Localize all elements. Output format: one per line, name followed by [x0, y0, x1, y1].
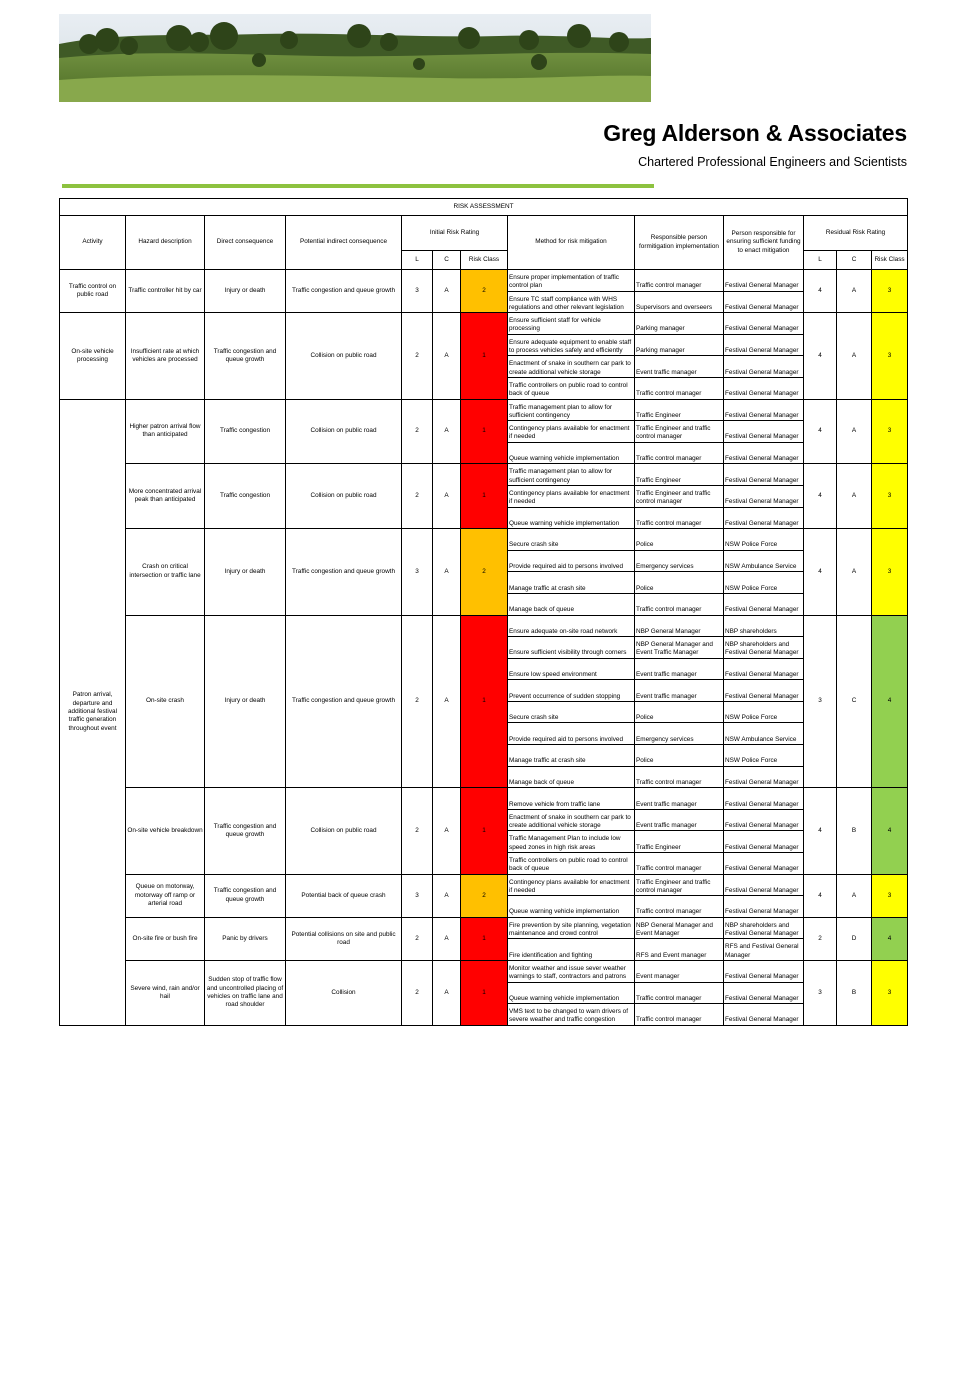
- initial-c-cell: A: [433, 961, 461, 1026]
- funding-person-cell: Festival General Manager: [724, 507, 804, 529]
- mitigation-method-cell: Manage traffic at crash site: [508, 572, 635, 594]
- initial-c-cell: A: [433, 270, 461, 313]
- funding-person-cell: NSW Police Force: [724, 701, 804, 723]
- funding-person-cell: RFS and Festival General Manager: [724, 939, 804, 961]
- responsible-person-cell: Event traffic manager: [635, 658, 724, 680]
- funding-person-cell: Festival General Manager: [724, 313, 804, 335]
- responsible-person-cell: Traffic control manager: [635, 270, 724, 292]
- accent-divider: [62, 184, 654, 188]
- mitigation-method-cell: Queue warning vehicle implementation: [508, 982, 635, 1004]
- col-funding: Person responsible for ensuring sufficient funding to enact mitigation: [724, 216, 804, 270]
- col-activity: Activity: [60, 216, 126, 270]
- residual-c-cell: C: [837, 615, 872, 788]
- residual-c-cell: B: [837, 961, 872, 1026]
- funding-person-cell: NBP shareholders and Festival General Manager: [724, 917, 804, 939]
- initial-risk-class-cell: 1: [461, 961, 508, 1026]
- initial-c-cell: A: [433, 529, 461, 615]
- responsible-person-cell: Police: [635, 745, 724, 767]
- funding-person-cell: Festival General Manager: [724, 809, 804, 831]
- mitigation-method-cell: Secure crash site: [508, 701, 635, 723]
- responsible-person-cell: Traffic Engineer and traffic control manager: [635, 485, 724, 507]
- residual-l-cell: 3: [804, 961, 837, 1026]
- funding-person-cell: Festival General Manager: [724, 766, 804, 788]
- table-title: RISK ASSESSMENT: [60, 199, 908, 216]
- residual-l-cell: 4: [804, 529, 837, 615]
- initial-l-cell: 3: [402, 874, 433, 917]
- residual-c-cell: A: [837, 464, 872, 529]
- responsible-person-cell: Parking manager: [635, 334, 724, 356]
- responsible-person-cell: NBP General Manager and Event Manager: [635, 917, 724, 939]
- company-tagline: Chartered Professional Engineers and Scientists: [638, 155, 907, 169]
- responsible-person-cell: Supervisors and overseers: [635, 291, 724, 313]
- direct-consequence-cell: Traffic congestion and queue growth: [205, 313, 286, 399]
- residual-risk-class-cell: 3: [872, 874, 908, 917]
- mitigation-method-cell: Contingency plans available for enactment if needed: [508, 485, 635, 507]
- initial-risk-class-cell: 2: [461, 874, 508, 917]
- table-row: [60, 961, 908, 983]
- residual-l-cell: 3: [804, 615, 837, 788]
- initial-l-cell: 3: [402, 270, 433, 313]
- initial-risk-class-cell: 1: [461, 464, 508, 529]
- mitigation-method-cell: Secure crash site: [508, 529, 635, 551]
- direct-consequence-cell: Injury or death: [205, 529, 286, 615]
- funding-person-cell: NSW Police Force: [724, 572, 804, 594]
- funding-person-cell: NSW Police Force: [724, 745, 804, 767]
- mitigation-method-cell: Prevent occurrence of sudden stopping: [508, 680, 635, 702]
- indirect-consequence-cell: Collision on public road: [286, 399, 402, 464]
- funding-person-cell: NBP shareholders and Festival General Manager: [724, 637, 804, 659]
- col-method: Method for risk mitigation: [508, 216, 635, 270]
- indirect-consequence-cell: Traffic congestion and queue growth: [286, 529, 402, 615]
- hazard-cell: Traffic controller hit by car: [126, 270, 205, 313]
- mitigation-method-cell: Manage back of queue: [508, 593, 635, 615]
- indirect-consequence-cell: Traffic congestion and queue growth: [286, 270, 402, 313]
- mitigation-method-cell: Manage back of queue: [508, 766, 635, 788]
- residual-risk-class-cell: 4: [872, 615, 908, 788]
- initial-c-cell: A: [433, 788, 461, 874]
- initial-c-cell: A: [433, 917, 461, 960]
- residual-risk-class-cell: 3: [872, 399, 908, 464]
- col-initial-l: L: [402, 251, 433, 270]
- col-residual-class: Risk Class: [872, 251, 908, 270]
- responsible-person-cell: Traffic control manager: [635, 766, 724, 788]
- initial-l-cell: 2: [402, 615, 433, 788]
- responsible-person-cell: Police: [635, 529, 724, 551]
- table-row: [60, 788, 908, 810]
- mitigation-method-cell: Queue warning vehicle implementation: [508, 507, 635, 529]
- initial-risk-class-cell: 2: [461, 270, 508, 313]
- funding-person-cell: Festival General Manager: [724, 442, 804, 464]
- initial-risk-class-cell: 1: [461, 615, 508, 788]
- indirect-consequence-cell: Collision on public road: [286, 313, 402, 399]
- mitigation-method-cell: VMS text to be changed to warn drivers of severe weather and traffic congestion: [508, 1004, 635, 1026]
- mitigation-method-cell: Monitor weather and issue sever weather warnings to staff, contractors and patrons: [508, 961, 635, 983]
- header-landscape-photo: [59, 14, 651, 102]
- risk-table-body: [60, 270, 908, 1026]
- hazard-cell: Crash on critical intersection or traffic lane: [126, 529, 205, 615]
- direct-consequence-cell: Injury or death: [205, 270, 286, 313]
- mitigation-method-cell: Traffic controllers on public road to control back of queue: [508, 853, 635, 875]
- mitigation-method-cell: Traffic controllers on public road to control back of queue: [508, 377, 635, 399]
- funding-person-cell: Festival General Manager: [724, 270, 804, 292]
- residual-l-cell: 4: [804, 313, 837, 399]
- initial-l-cell: 3: [402, 529, 433, 615]
- mitigation-method-cell: Queue warning vehicle implementation: [508, 896, 635, 918]
- hazard-cell: Severe wind, rain and/or hail: [126, 961, 205, 1026]
- mitigation-method-cell: Traffic management plan to allow for sufficient contingency: [508, 399, 635, 421]
- mitigation-method-cell: Enactment of snake in southern car park to create additional vehicle storage: [508, 356, 635, 378]
- responsible-person-cell: Emergency services: [635, 723, 724, 745]
- funding-person-cell: Festival General Manager: [724, 356, 804, 378]
- responsible-person-cell: Event traffic manager: [635, 788, 724, 810]
- mitigation-method-cell: Ensure adequate equipment to enable staff to process vehicles safely and efficiently: [508, 334, 635, 356]
- responsible-person-cell: Traffic control manager: [635, 377, 724, 399]
- col-residual-l: L: [804, 251, 837, 270]
- responsible-person-cell: Traffic Engineer and traffic control manager: [635, 421, 724, 443]
- hazard-cell: On-site fire or bush fire: [126, 917, 205, 960]
- residual-l-cell: 4: [804, 464, 837, 529]
- initial-l-cell: 2: [402, 917, 433, 960]
- residual-risk-class-cell: 3: [872, 529, 908, 615]
- funding-person-cell: Festival General Manager: [724, 853, 804, 875]
- residual-risk-class-cell: 4: [872, 788, 908, 874]
- residual-l-cell: 2: [804, 917, 837, 960]
- direct-consequence-cell: Injury or death: [205, 615, 286, 788]
- residual-risk-class-cell: 3: [872, 464, 908, 529]
- col-hazard: Hazard description: [126, 216, 205, 270]
- col-responsible: Responsible person formitigation implementation: [635, 216, 724, 270]
- mitigation-method-cell: Ensure proper implementation of traffic control plan: [508, 270, 635, 292]
- mitigation-method-cell: Fire identification and fighting: [508, 939, 635, 961]
- initial-l-cell: 2: [402, 788, 433, 874]
- risk-assessment-table: [59, 198, 908, 1026]
- initial-c-cell: A: [433, 399, 461, 464]
- initial-risk-class-cell: 2: [461, 529, 508, 615]
- indirect-consequence-cell: Potential collisions on site and public road: [286, 917, 402, 960]
- responsible-person-cell: NBP General Manager: [635, 615, 724, 637]
- responsible-person-cell: Police: [635, 572, 724, 594]
- direct-consequence-cell: Traffic congestion and queue growth: [205, 788, 286, 874]
- funding-person-cell: Festival General Manager: [724, 874, 804, 896]
- residual-c-cell: A: [837, 270, 872, 313]
- funding-person-cell: Festival General Manager: [724, 334, 804, 356]
- initial-l-cell: 2: [402, 464, 433, 529]
- mitigation-method-cell: Ensure TC staff compliance with WHS regulations and other relevant legislation: [508, 291, 635, 313]
- funding-person-cell: Festival General Manager: [724, 485, 804, 507]
- direct-consequence-cell: Sudden stop of traffic flow and uncontrolled placing of vehicles on traffic lane and road shoulder: [205, 961, 286, 1026]
- responsible-person-cell: Traffic Engineer: [635, 831, 724, 853]
- funding-person-cell: Festival General Manager: [724, 896, 804, 918]
- table-row: [60, 270, 908, 292]
- initial-l-cell: 2: [402, 313, 433, 399]
- funding-person-cell: Festival General Manager: [724, 399, 804, 421]
- hazard-cell: Insufficient rate at which vehicles are processed: [126, 313, 205, 399]
- col-group-residual: Residual Risk Rating: [804, 216, 908, 251]
- funding-person-cell: Festival General Manager: [724, 680, 804, 702]
- residual-risk-class-cell: 4: [872, 917, 908, 960]
- funding-person-cell: Festival General Manager: [724, 1004, 804, 1026]
- mitigation-method-cell: Provide required aid to persons involved: [508, 550, 635, 572]
- direct-consequence-cell: Traffic congestion: [205, 464, 286, 529]
- funding-person-cell: NBP shareholders: [724, 615, 804, 637]
- landscape-image: [59, 14, 651, 102]
- hazard-cell: More concentrated arrival peak than anticipated: [126, 464, 205, 529]
- col-group-initial: Initial Risk Rating: [402, 216, 508, 251]
- residual-c-cell: A: [837, 399, 872, 464]
- residual-c-cell: D: [837, 917, 872, 960]
- indirect-consequence-cell: Traffic congestion and queue growth: [286, 615, 402, 788]
- initial-c-cell: A: [433, 615, 461, 788]
- responsible-person-cell: Traffic control manager: [635, 442, 724, 464]
- responsible-person-cell: RFS and Event manager: [635, 939, 724, 961]
- funding-person-cell: NSW Police Force: [724, 529, 804, 551]
- mitigation-method-cell: Ensure adequate on-site road network: [508, 615, 635, 637]
- responsible-person-cell: Emergency services: [635, 550, 724, 572]
- table-row: [60, 917, 908, 939]
- residual-l-cell: 4: [804, 788, 837, 874]
- funding-person-cell: Festival General Manager: [724, 982, 804, 1004]
- responsible-person-cell: Traffic control manager: [635, 507, 724, 529]
- hazard-cell: Higher patron arrival flow than anticipated: [126, 399, 205, 464]
- activity-cell: Traffic control on public road: [60, 270, 126, 313]
- residual-c-cell: B: [837, 788, 872, 874]
- responsible-person-cell: NBP General Manager and Event Traffic Manager: [635, 637, 724, 659]
- initial-risk-class-cell: 1: [461, 917, 508, 960]
- col-residual-c: C: [837, 251, 872, 270]
- mitigation-method-cell: Enactment of snake in southern car park to create additional vehicle storage: [508, 809, 635, 831]
- funding-person-cell: Festival General Manager: [724, 377, 804, 399]
- mitigation-method-cell: Remove vehicle from traffic lane: [508, 788, 635, 810]
- funding-person-cell: Festival General Manager: [724, 291, 804, 313]
- responsible-person-cell: Police: [635, 701, 724, 723]
- mitigation-method-cell: Traffic management plan to allow for sufficient contingency: [508, 464, 635, 486]
- residual-l-cell: 4: [804, 874, 837, 917]
- responsible-person-cell: Traffic control manager: [635, 853, 724, 875]
- initial-c-cell: A: [433, 313, 461, 399]
- residual-l-cell: 4: [804, 270, 837, 313]
- col-initial-c: C: [433, 251, 461, 270]
- funding-person-cell: Festival General Manager: [724, 464, 804, 486]
- table-row: [60, 874, 908, 896]
- residual-risk-class-cell: 3: [872, 313, 908, 399]
- funding-person-cell: Festival General Manager: [724, 593, 804, 615]
- mitigation-method-cell: Ensure low speed environment: [508, 658, 635, 680]
- activity-cell: On-site vehicle processing: [60, 313, 126, 399]
- responsible-person-cell: Traffic Engineer: [635, 464, 724, 486]
- mitigation-method-cell: Fire prevention by site planning, vegetation maintenance and crowd control: [508, 917, 635, 939]
- col-initial-class: Risk Class: [461, 251, 508, 270]
- table-row: [60, 529, 908, 551]
- hazard-cell: On-site vehicle breakdown: [126, 788, 205, 874]
- initial-l-cell: 2: [402, 961, 433, 1026]
- responsible-person-cell: Event traffic manager: [635, 356, 724, 378]
- indirect-consequence-cell: Collision on public road: [286, 788, 402, 874]
- table-row: [60, 399, 908, 421]
- direct-consequence-cell: Panic by drivers: [205, 917, 286, 960]
- direct-consequence-cell: Traffic congestion: [205, 399, 286, 464]
- hazard-cell: On-site crash: [126, 615, 205, 788]
- responsible-person-cell: Event traffic manager: [635, 680, 724, 702]
- residual-c-cell: A: [837, 874, 872, 917]
- indirect-consequence-cell: Collision: [286, 961, 402, 1026]
- mitigation-method-cell: Manage traffic at crash site: [508, 745, 635, 767]
- responsible-person-cell: Event traffic manager: [635, 809, 724, 831]
- residual-risk-class-cell: 3: [872, 961, 908, 1026]
- initial-risk-class-cell: 1: [461, 313, 508, 399]
- mitigation-method-cell: Contingency plans available for enactment if needed: [508, 421, 635, 443]
- initial-l-cell: 2: [402, 399, 433, 464]
- responsible-person-cell: Traffic control manager: [635, 982, 724, 1004]
- direct-consequence-cell: Traffic congestion and queue growth: [205, 874, 286, 917]
- mitigation-method-cell: Ensure sufficient visibility through corners: [508, 637, 635, 659]
- residual-l-cell: 4: [804, 399, 837, 464]
- responsible-person-cell: Parking manager: [635, 313, 724, 335]
- initial-c-cell: A: [433, 874, 461, 917]
- company-name: Greg Alderson & Associates: [603, 120, 907, 146]
- residual-c-cell: A: [837, 529, 872, 615]
- responsible-person-cell: Traffic control manager: [635, 896, 724, 918]
- funding-person-cell: Festival General Manager: [724, 658, 804, 680]
- residual-risk-class-cell: 3: [872, 270, 908, 313]
- funding-person-cell: NSW Ambulance Service: [724, 723, 804, 745]
- responsible-person-cell: Traffic Engineer and traffic control manager: [635, 874, 724, 896]
- indirect-consequence-cell: Collision on public road: [286, 464, 402, 529]
- initial-risk-class-cell: 1: [461, 399, 508, 464]
- mitigation-method-cell: Traffic Management Plan to include low speed zones in high risk areas: [508, 831, 635, 853]
- mitigation-method-cell: Provide required aid to persons involved: [508, 723, 635, 745]
- responsible-person-cell: Traffic control manager: [635, 593, 724, 615]
- activity-cell: Patron arrival, departure and additional festival traffic generation throughout event: [60, 399, 126, 1025]
- residual-c-cell: A: [837, 313, 872, 399]
- indirect-consequence-cell: Potential back of queue crash: [286, 874, 402, 917]
- funding-person-cell: Festival General Manager: [724, 961, 804, 983]
- col-indirect: Potential indirect consequence: [286, 216, 402, 270]
- table-row: [60, 615, 908, 637]
- table-row: [60, 313, 908, 335]
- responsible-person-cell: Traffic control manager: [635, 1004, 724, 1026]
- funding-person-cell: Festival General Manager: [724, 421, 804, 443]
- mitigation-method-cell: Queue warning vehicle implementation: [508, 442, 635, 464]
- mitigation-method-cell: Contingency plans available for enactment if needed: [508, 874, 635, 896]
- responsible-person-cell: Event manager: [635, 961, 724, 983]
- initial-c-cell: A: [433, 464, 461, 529]
- mitigation-method-cell: Ensure sufficient staff for vehicle processing: [508, 313, 635, 335]
- col-direct: Direct consequence: [205, 216, 286, 270]
- funding-person-cell: Festival General Manager: [724, 831, 804, 853]
- funding-person-cell: NSW Ambulance Service: [724, 550, 804, 572]
- table-row: [60, 464, 908, 486]
- initial-risk-class-cell: 1: [461, 788, 508, 874]
- responsible-person-cell: Traffic Engineer: [635, 399, 724, 421]
- funding-person-cell: Festival General Manager: [724, 788, 804, 810]
- hazard-cell: Queue on motorway, motorway off ramp or arterial road: [126, 874, 205, 917]
